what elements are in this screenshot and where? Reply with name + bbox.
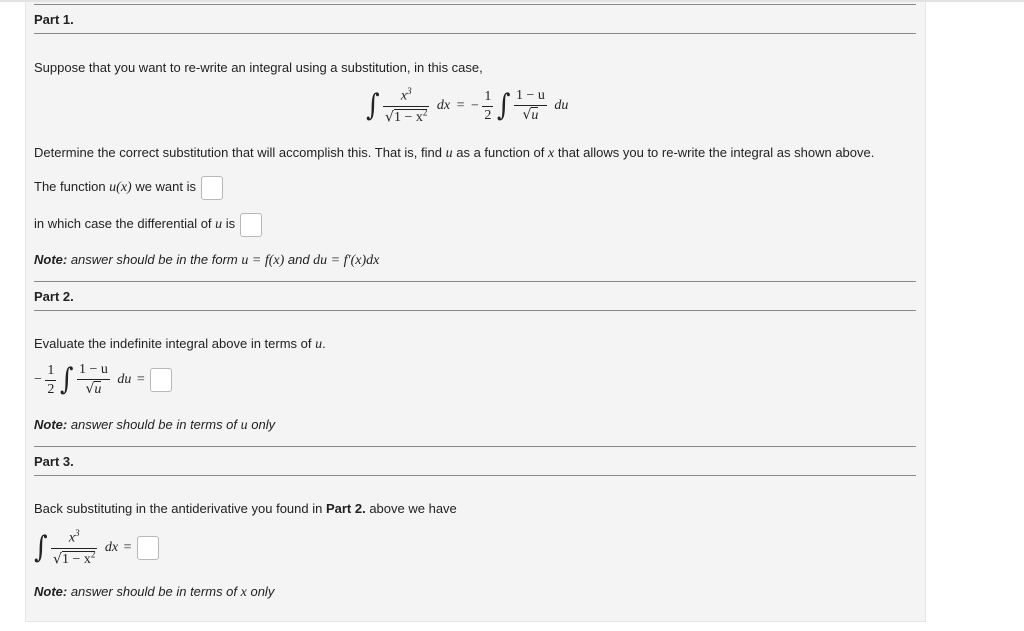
note-u-eq-fx: u = f(x) bbox=[241, 253, 285, 268]
part2-equation bbox=[34, 362, 172, 398]
du-answer-input[interactable] bbox=[240, 213, 262, 237]
p3-num-x: x bbox=[68, 530, 76, 546]
p2-half-num: 1 bbox=[47, 362, 55, 378]
p2-u-num: 1 − u bbox=[78, 362, 108, 377]
part3-note-b: only bbox=[246, 584, 275, 599]
function-line bbox=[34, 175, 223, 200]
p2-du: du bbox=[117, 372, 132, 388]
function-a: The function bbox=[34, 179, 110, 194]
part2-note-label: Note: bbox=[34, 417, 68, 432]
half-numerator: 1 bbox=[484, 88, 492, 104]
determine-text bbox=[34, 145, 874, 162]
radicand-u: u bbox=[531, 108, 539, 124]
p2-half bbox=[45, 363, 56, 398]
part3-intro-bold: Part 2. bbox=[325, 501, 366, 516]
p3-num-exp: 3 bbox=[75, 528, 80, 538]
p2-u-fraction bbox=[77, 362, 110, 398]
u-numerator: 1 − u bbox=[515, 88, 545, 104]
part2-intro-u: u bbox=[315, 337, 323, 352]
differential-a: in which case the differential of bbox=[34, 216, 216, 231]
part2-answer-input[interactable] bbox=[150, 368, 172, 392]
part3-intro bbox=[34, 501, 457, 516]
part3-answer-input[interactable] bbox=[137, 536, 159, 560]
radical-sign-u: √ bbox=[522, 107, 532, 124]
determine-u: u bbox=[445, 146, 453, 161]
p2-half-den: 2 bbox=[47, 381, 55, 397]
part1-intro: Suppose that you want to re-write an integral using a substitution, in this case, bbox=[34, 60, 483, 75]
half-denominator: 2 bbox=[484, 107, 492, 123]
part2-note-u: u bbox=[240, 418, 248, 433]
sqrt-u bbox=[522, 107, 538, 124]
p3-sqrt bbox=[53, 550, 95, 569]
part2-note-a: answer should be in terms of bbox=[67, 417, 241, 432]
determine-c: that allows you to re-write the integral as shown above. bbox=[554, 145, 875, 160]
part2-intro-text: Evaluate the indefinite integral above in terms of bbox=[34, 336, 316, 351]
part1-note bbox=[34, 252, 379, 269]
part3-intro-b: above we have bbox=[365, 501, 457, 516]
dx-symbol: dx bbox=[436, 98, 451, 114]
p3-x-fraction bbox=[51, 528, 97, 568]
differential-u: u bbox=[215, 217, 223, 232]
radicand: 1 − x bbox=[393, 110, 423, 126]
p3-integral: ∫ bbox=[34, 530, 48, 566]
part2-intro: Evaluate the indefinite integral above in terms of u. bbox=[34, 336, 326, 352]
part3-note-x: x bbox=[240, 585, 247, 600]
minus-sign: − bbox=[471, 98, 479, 114]
p3-radical: √ bbox=[53, 551, 62, 568]
function-b: we want is bbox=[131, 179, 197, 194]
part1-note-a: answer should be in the form bbox=[67, 252, 242, 267]
numerator-exp: 3 bbox=[407, 86, 412, 96]
part2-top-rule bbox=[34, 281, 916, 282]
part2-title: Part 2. bbox=[34, 289, 74, 304]
numerator-x: x bbox=[400, 88, 408, 104]
equals-sign: = bbox=[456, 98, 465, 114]
p3-radicand-exp: 2 bbox=[90, 549, 96, 560]
differential-line bbox=[34, 212, 262, 237]
part2-note-b: only bbox=[247, 417, 276, 432]
du-symbol: du bbox=[554, 98, 569, 114]
determine-x: x bbox=[548, 146, 555, 161]
p2-integral: ∫ bbox=[59, 362, 74, 398]
part1-bottom-rule bbox=[34, 33, 916, 34]
integral-sign: ∫ bbox=[366, 88, 380, 124]
p2-radical: √ bbox=[85, 381, 95, 397]
part2-note bbox=[34, 417, 275, 434]
part3-title: Part 3. bbox=[34, 454, 74, 469]
radical-sign: √ bbox=[385, 109, 394, 126]
part2-bottom-rule bbox=[34, 310, 916, 311]
p3-radicand: 1 − x bbox=[61, 552, 91, 568]
part1-title: Part 1. bbox=[34, 12, 74, 27]
part3-note bbox=[34, 584, 274, 601]
p2-radicand: u bbox=[94, 382, 102, 397]
function-u-of-x: u(x) bbox=[109, 180, 132, 195]
sqrt-one-minus-x2 bbox=[385, 108, 427, 127]
p3-dx: dx bbox=[104, 540, 119, 556]
differential-b: is bbox=[222, 216, 236, 231]
radicand-exp: 2 bbox=[422, 107, 428, 118]
p2-sqrt-u bbox=[85, 381, 101, 398]
p2-equals: = bbox=[136, 372, 145, 388]
part3-note-a: answer should be in terms of bbox=[67, 584, 241, 599]
note-du-eq: du = f′(x)dx bbox=[313, 253, 380, 268]
one-half-fraction bbox=[482, 89, 493, 124]
p3-equals: = bbox=[123, 540, 132, 556]
part3-equation bbox=[34, 528, 159, 568]
u-answer-input[interactable] bbox=[201, 176, 223, 200]
part3-bottom-rule bbox=[34, 475, 916, 476]
one-minus-u-over-sqrt-u bbox=[514, 88, 547, 124]
x3-over-sqrt-fraction bbox=[383, 86, 429, 126]
substitution-equation bbox=[366, 86, 568, 126]
determine-b: as a function of bbox=[452, 145, 549, 160]
p2-minus: − bbox=[34, 372, 42, 388]
integral-sign-right: ∫ bbox=[496, 88, 511, 124]
part1-top-rule bbox=[34, 4, 916, 5]
part1-note-label: Note: bbox=[34, 252, 68, 267]
part3-intro-a: Back substituting in the antiderivative you found in bbox=[34, 501, 326, 516]
part3-top-rule bbox=[34, 446, 916, 447]
determine-a: Determine the correct substitution that will accomplish this. That is, find bbox=[34, 145, 446, 160]
part3-note-label: Note: bbox=[34, 584, 68, 599]
part1-note-b: and bbox=[284, 252, 314, 267]
